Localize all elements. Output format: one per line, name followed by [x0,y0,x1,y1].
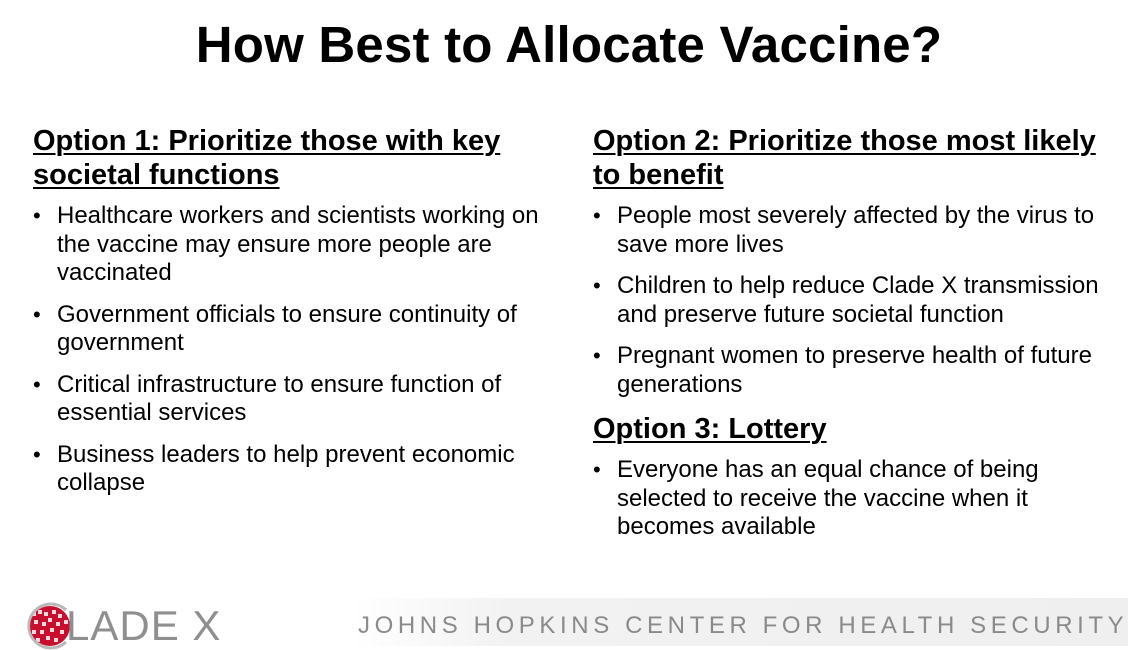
option2-list [593,202,1128,399]
slide-title: How Best to Allocate Vaccine? [195,16,943,73]
list-item [33,202,563,288]
list-item-text: Business leaders to help prevent economic collapse [57,440,515,496]
option3-heading: Option 3: Lottery [593,413,827,445]
list-item-text: People most severely affected by the virus to save more lives [617,202,1095,258]
list-item [593,272,1128,329]
bullet-icon: • [33,301,41,327]
list-item-text: Government officials to ensure continuity of government [57,300,517,356]
list-item-text: Everyone has an equal chance of being selected to receive the vaccine when it becomes available [617,456,1039,540]
organization-name: JOHNS HOPKINS CENTER FOR HEALTH SECURITY [358,612,1129,639]
bullet-icon: • [593,343,601,368]
list-item [593,202,1128,259]
bullet-icon: • [593,203,601,228]
clade-x-logo [26,596,241,648]
list-item [33,371,563,428]
logo-wordmark: LADE X [66,602,222,649]
list-item [593,456,1128,542]
list-item [593,342,1128,399]
option2-heading: Option 2: Prioritize those most likely to benefit [593,125,1096,191]
list-item-text: Children to help reduce Clade X transmission and preserve future societal function [617,272,1099,328]
list-item-text: Healthcare workers and scientists working on the vaccine may ensure more people are vaccinated [57,202,539,286]
option2-column [593,124,1128,555]
bullet-icon: • [593,273,601,298]
footer [0,592,1138,650]
option1-column [33,124,563,511]
bullet-icon: • [33,441,41,467]
option1-list [33,202,563,498]
option3-list [593,456,1128,542]
bullet-icon: • [33,203,41,228]
bullet-icon: • [33,371,41,397]
list-item-text: Pregnant women to preserve health of future generations [617,342,1092,398]
list-item [33,441,563,498]
list-item-text: Critical infrastructure to ensure function of essential services [57,370,502,426]
option1-heading: Option 1: Prioritize those with key societal functions [33,125,501,191]
list-item [33,301,563,358]
bullet-icon: • [593,457,601,482]
